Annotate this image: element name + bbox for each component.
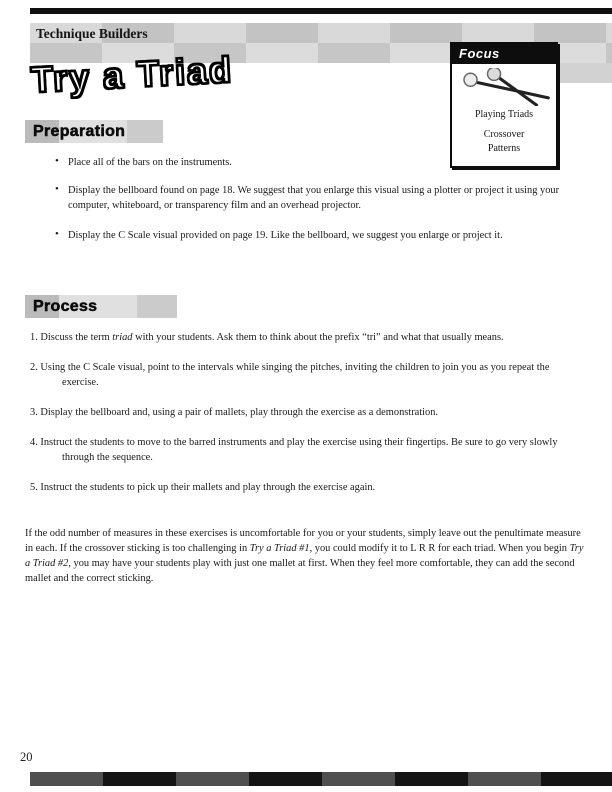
process-step — [25, 480, 587, 495]
process-step — [25, 360, 587, 390]
bullet-item — [53, 183, 581, 213]
step-text: with your students. Ask them to think about the prefix “tri” and what that usually means. — [132, 332, 504, 343]
process-step — [25, 330, 587, 345]
section-kicker: Technique Builders — [36, 26, 148, 41]
closing-text-italic: Try a Triad #2 — [25, 543, 584, 569]
step-text: Discuss the term — [40, 332, 113, 343]
process-heading: Process — [33, 298, 98, 315]
focus-box-header — [452, 44, 556, 64]
top-rule — [30, 8, 612, 14]
closing-text-italic: Try a Triad #1 — [249, 543, 310, 554]
focus-topic: Playing Triads — [474, 109, 534, 120]
step-number: 2. — [30, 362, 38, 373]
closing-text: If the odd number of measures in these exercises is uncomfortable for you or your students, simply leave out the penultimate measure in each. If the crossover sticking is too challenging in — [25, 528, 581, 554]
focus-label: Focus — [459, 46, 500, 61]
process-step-list — [25, 330, 587, 510]
step-text: Instruct the students to move to the barred instruments and play the exercise using their fingertips. Be sure to go very slowly through the sequence. — [40, 437, 558, 463]
page-number: 20 — [20, 750, 33, 764]
step-text-italic: triad — [112, 332, 133, 343]
step-number: 4. — [30, 437, 38, 448]
focus-topic: Crossover — [483, 129, 525, 140]
bullet-item — [53, 228, 581, 243]
process-heading-band — [25, 295, 177, 318]
closing-paragraph — [25, 526, 591, 586]
preparation-heading-band — [25, 120, 163, 143]
step-number: 1. — [30, 332, 38, 343]
step-number: 3. — [30, 407, 38, 418]
closing-text: , you could modify it to L R R for each triad. When you begin — [309, 543, 570, 554]
page-title-logo: Try a Triad — [30, 48, 235, 101]
preparation-bullet-list — [53, 155, 581, 256]
process-step — [25, 405, 587, 420]
bullet-text: Display the C Scale visual provided on page 19. Like the bellboard, we suggest you enlarge or project it. — [68, 230, 503, 241]
closing-text: , you may have your students play with just one mallet at first. When they feel more comfortable, they can add the second mallet and the correct sticking. — [25, 558, 575, 584]
crossed-mallets-icon — [456, 68, 552, 106]
step-text: Instruct the students to pick up their mallets and play through the exercise again. — [40, 482, 376, 493]
step-text: Using the C Scale visual, point to the intervals while singing the pitches, inviting the children to join you as you repeat the exercise. — [40, 362, 550, 388]
focus-topic: Patterns — [487, 143, 521, 154]
bullet-text: Place all of the bars on the instruments. — [68, 157, 232, 168]
header-checker-extra-cell — [553, 63, 612, 83]
focus-box — [450, 42, 558, 168]
step-text: Display the bellboard and, using a pair of mallets, play through the exercise as a demonstration. — [40, 407, 439, 418]
bottom-checker-bar — [30, 772, 612, 786]
step-number: 5. — [30, 482, 38, 493]
bullet-text: Display the bellboard found on page 18. We suggest that you enlarge this visual using a plotter or project it using your computer, whiteboard, or transparency film and an overhead projector. — [68, 185, 560, 211]
preparation-heading: Preparation — [33, 123, 126, 140]
process-step — [25, 435, 587, 465]
